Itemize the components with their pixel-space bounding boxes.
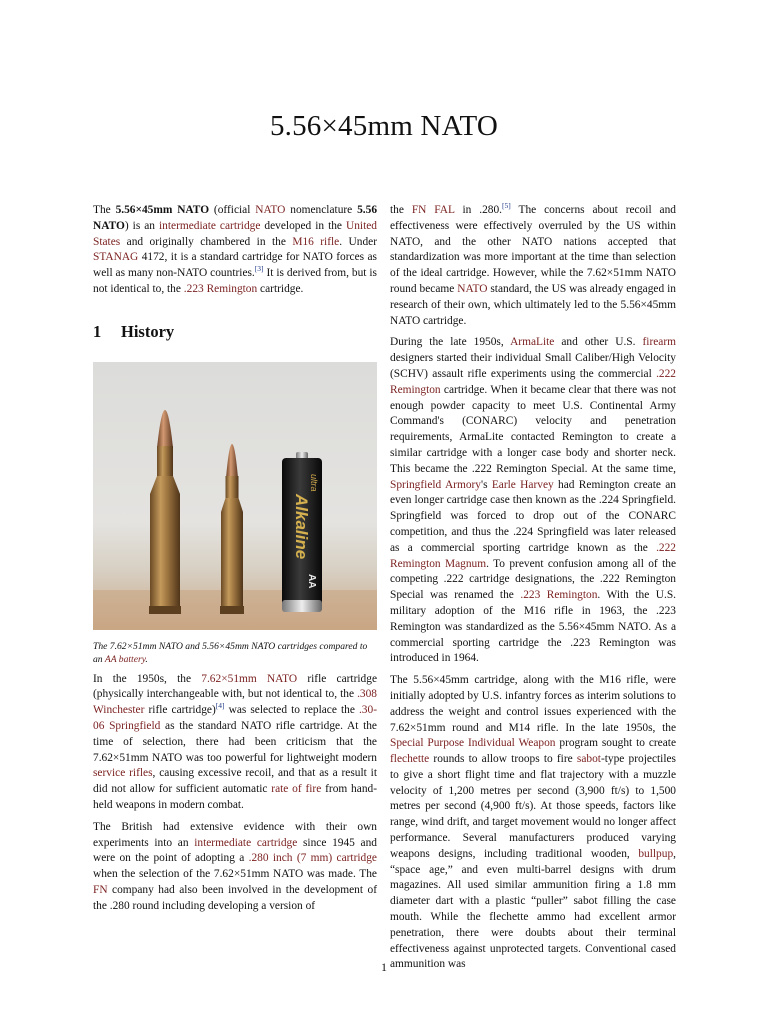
section-title: History xyxy=(121,321,175,341)
link-223-remington[interactable]: .223 Remington xyxy=(183,282,258,295)
bold-term: 5.56 NATO xyxy=(93,204,378,232)
link-flechette[interactable]: flechette xyxy=(390,753,430,766)
link-united-states[interactable]: United States xyxy=(93,219,377,248)
left-column xyxy=(93,203,377,921)
link-armalite[interactable]: ArmaLite xyxy=(510,336,555,349)
section-number: 1 xyxy=(93,321,102,341)
link-firearm[interactable]: firearm xyxy=(642,336,676,349)
link-280-cartridge[interactable]: .280 inch (7 mm) cartridge xyxy=(248,852,377,865)
link-30-06-springfield[interactable]: .30-06 Springfield xyxy=(93,704,377,732)
right-column xyxy=(390,203,676,979)
battery-brand-label: Alkaline xyxy=(292,493,311,559)
link-m16-rifle[interactable]: M16 rifle xyxy=(292,235,340,248)
link-bullpup[interactable]: bullpup xyxy=(638,847,674,860)
link-fn[interactable]: FN xyxy=(93,883,108,896)
link-stanag[interactable]: STANAG xyxy=(93,251,139,264)
link-nato-2[interactable]: NATO xyxy=(457,282,488,295)
citation-3[interactable]: [3] xyxy=(254,264,264,274)
link-fn-fal[interactable]: FN FAL xyxy=(411,204,455,216)
cartridge-illustration xyxy=(93,362,377,630)
link-springfield-armory[interactable]: Springfield Armory xyxy=(390,478,482,491)
link-spiw[interactable]: Special Purpose Individual Weapon xyxy=(390,737,556,750)
link-service-rifles[interactable]: service rifles xyxy=(93,767,153,780)
battery-sub-label: ultra xyxy=(309,473,319,492)
link-aa-battery[interactable]: AA battery xyxy=(104,653,146,665)
history-paragraph-1: In the 1950s, the 7.62×51mm NATO rifle cartridge (physically interchangeable with, but not identical to, the .308 Winchester rifle cartridge)[4] was selected to replace the .30-06 Springfield as the standard NATO rifle cartridge. At the time of selection, there had been criticism that the 7.62×51mm NATO was too powerful for lightweight modern service rifles, causing excessive recoil, and that as a result it did not allow for sufficient automatic rate of fire from hand-held weapons in modern combat. xyxy=(93,672,378,811)
history-paragraph-5: The 5.56×45mm cartridge, along with the M16 rifle, were initially adopted by U.S. infantry forces as interim solutions to address the weight and control issues experienced with the 7.62×51mm round and M14 rifle. In the late 1950s, the Special Purpose Individual Weapon program sought to create flechette rounds to allow troops to fire sabot-type projectiles to give a short flight time and flat trajectory with a muzzle velocity of 1,200 metres per second (3,900 ft/s) to 1,500 metres per second (4,900 ft/s). At those speeds, factors like range, wind drift, and target movement would no longer affect performance. Several manufacturers produced varying weapons designs, including traditional wooden, bullpup, “space age,” and even multi-barrel designs with drum magazines. All used similar ammunition firing a 1.8 mm diameter dart with a plastic “puller” sabot filling the case mouth. While the flechette ammo had excellent armor penetration, there were doubts about their terminal effectiveness against unprotected targets. Conventional cased ammunition was xyxy=(390,674,676,971)
link-rate-of-fire[interactable]: rate of fire xyxy=(271,783,322,796)
history-paragraph-2: The British had extensive evidence with their own experiments into an intermediate cartridge since 1945 and were on the point of adopting a .280 inch (7 mm) cartridge when the selection of the 7.62×51mm NATO was made. The FN company had also been involved in the development of the .280 round including developing a version of xyxy=(93,820,377,912)
link-222-remington-magnum[interactable]: .222 Remington Magnum xyxy=(390,541,676,570)
figure-caption: The 7.62×51mm NATO and 5.56×45mm NATO cartridges compared to an AA battery. xyxy=(93,640,368,665)
section-heading-history xyxy=(93,321,377,341)
link-308-winchester[interactable]: .308 Winchester xyxy=(93,688,377,717)
link-223-remington-2[interactable]: .223 Remington xyxy=(520,589,598,602)
citation-4[interactable]: [4] xyxy=(215,701,225,711)
battery-size-label: AA xyxy=(306,573,317,589)
page-number: 1 xyxy=(381,960,387,974)
link-intermediate-cartridge[interactable]: intermediate cartridge xyxy=(159,219,261,232)
link-intermediate-cartridge-2[interactable]: intermediate cartridge xyxy=(194,836,298,849)
link-earle-harvey[interactable]: Earle Harvey xyxy=(491,478,554,491)
link-222-remington[interactable]: .222 Remington xyxy=(390,367,676,396)
bold-term: 5.56×45mm NATO xyxy=(115,204,210,216)
page-title: 5.56×45mm NATO xyxy=(269,110,499,142)
cartridge-comparison-photo xyxy=(93,362,377,630)
citation-5[interactable]: [5] xyxy=(502,201,511,211)
history-paragraph-3: the FN FAL in .280.[5] The concerns about recoil and effectiveness were effectively overruled by the US within NATO, and the other NATO nations accepted that standardization was more important at the time than selection of the ideal cartridge. However, while the 7.62×51mm NATO round became NATO standard, the US was already engaged in research of their own, which ultimately led to the 5.56×45mm NATO cartridge. xyxy=(390,201,676,327)
history-paragraph-4: During the late 1950s, ArmaLite and other U.S. firearm designers started their individual Small Caliber/High Velocity (SCHV) assault rifle experiments using the commercial .222 Remington cartridge. When it became clear that there was not enough powder capacity to meet U.S. Continental Army Command's (CONARC) velocity and penetration requirements, ArmaLite contacted Remington to create a similar cartridge with a longer case body and shorter neck. This became the .222 Remington Special. At the same time, Springfield Armory's Earle Harvey had Remington create an even longer cartridge case then known as the .224 Springfield. Springfield was forced to drop out of the CONARC competition, and thus the .224 Springfield was later released as a commercial sporting cartridge known as the .222 Remington Magnum. To prevent confusion among all of the competing .222 cartridge designations, the .222 Remington Special was renamed the .223 Remington. With the U.S. military adoption of the M16 rifle in 1963, the .223 Remington was standardized as the 5.56×45mm NATO. As a commercial sporting cartridge the .223 Remington was introduced in 1964. xyxy=(390,336,677,665)
link-nato[interactable]: NATO xyxy=(255,204,286,216)
link-sabot[interactable]: sabot xyxy=(576,753,601,766)
link-762-nato[interactable]: 7.62×51mm NATO xyxy=(201,672,298,685)
intro-paragraph: The 5.56×45mm NATO (official NATO nomenclature 5.56 NATO) is an intermediate cartridge developed in the United States and originally chambered in the M16 rifle. Under STANAG 4172, it is a standard cartridge for NATO forces as well as many non-NATO countries.[3] It is derived from, but is not identical to, the .223 Remington cartridge. xyxy=(93,204,378,295)
